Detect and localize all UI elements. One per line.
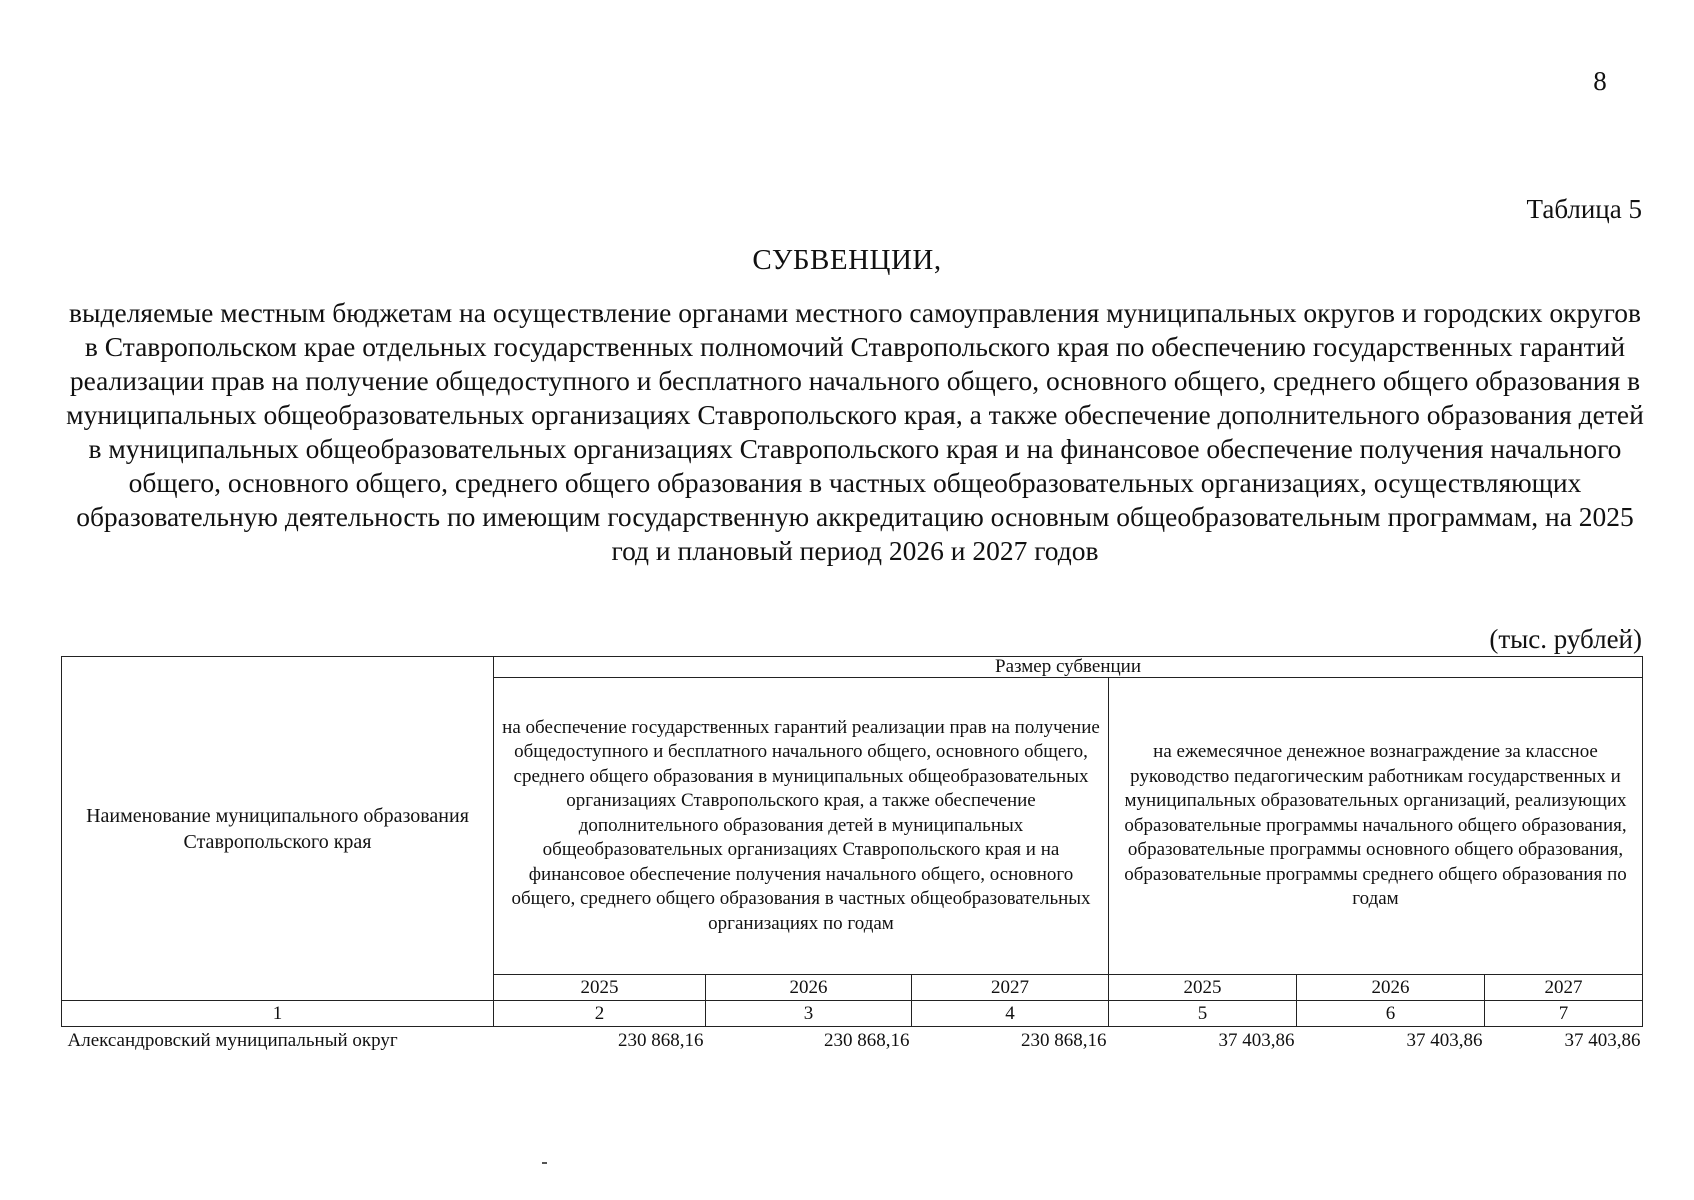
- table-row: [62, 1027, 1643, 1056]
- column-number: 2: [494, 1001, 706, 1027]
- subsidy-size-header: Размер субвенции: [494, 657, 1643, 678]
- table-label: Таблица 5: [1526, 194, 1642, 224]
- education-guarantees-header: на обеспечение государственных гарантий реализации прав на получение общедоступного и бесплатного начального общего, основного общего, среднего общего образования в муниципальных общеобразовательных организациях Ставропольского края, а также обеспечение дополнительного образования детей в муниципальных общеобразовательных организациях Ставропольского края и на финансовое обеспечение получения начального общего, основного общего, среднего общего образования в частных общеобразовательных организациях по годам: [494, 678, 1109, 975]
- year-header: 2027: [912, 975, 1109, 1001]
- scan-speck: [542, 1162, 547, 1164]
- column-number: 3: [706, 1001, 912, 1027]
- document-title: СУБВЕНЦИИ,: [752, 244, 942, 276]
- column-number: 4: [912, 1001, 1109, 1027]
- amount-cell: 37 403,86: [1218, 1030, 1295, 1051]
- year-header: 2027: [1485, 975, 1643, 1001]
- page-number: 8: [1593, 66, 1607, 96]
- amount-cell: 230 868,16: [824, 1030, 910, 1051]
- year-header: 2026: [706, 975, 912, 1001]
- document-subtitle: выделяемые местным бюджетам на осуществление органами местного самоуправления муниципальных округов и городских округов в Ставропольском крае отдельных государственных полномочий Ставропольского края по обеспечению государственных гарантий реализации прав на получение общедоступного и бесплатного начального общего, основного общего, среднего общего образования в муниципальных общеобразовательных организациях Ставропольского края, а также обеспечение дополнительного образования детей в муниципальных общеобразовательных организациях Ставропольского края и на финансовое обеспечение получения начального общего, основного общего, среднего общего образования в частных общеобразовательных организациях, осуществляющих образовательную деятельность по имеющим государственную аккредитацию основным общеобразовательным программам, на 2025 год и плановый период 2026 и 2027 годов: [66, 297, 1644, 566]
- amount-cell: 37 403,86: [1564, 1030, 1641, 1051]
- amount-cell: 230 868,16: [618, 1030, 704, 1051]
- subsidies-table: [61, 656, 1643, 1055]
- year-header: 2025: [494, 975, 706, 1001]
- units-label: (тыс. рублей): [1489, 624, 1642, 654]
- column-number: 6: [1297, 1001, 1485, 1027]
- amount-cell: 37 403,86: [1406, 1030, 1483, 1051]
- municipality-name-header: Наименование муниципального образования Ставропольского края: [62, 657, 494, 1001]
- class-guidance-reward-header: на ежемесячное денежное вознаграждение за классное руководство педагогическим работникам государственных и муниципальных образовательных организаций, реализующих образовательные программы начального общего образования, образовательные программы основного общего образования, образовательные программы среднего общего образования по годам: [1109, 678, 1643, 975]
- column-number: 7: [1485, 1001, 1643, 1027]
- municipality-name: Александровский муниципальный округ: [67, 1030, 398, 1051]
- amount-cell: 230 868,16: [1021, 1030, 1107, 1051]
- year-header: 2026: [1297, 975, 1485, 1001]
- year-header: 2025: [1109, 975, 1297, 1001]
- column-number: 1: [62, 1001, 494, 1027]
- column-number: 5: [1109, 1001, 1297, 1027]
